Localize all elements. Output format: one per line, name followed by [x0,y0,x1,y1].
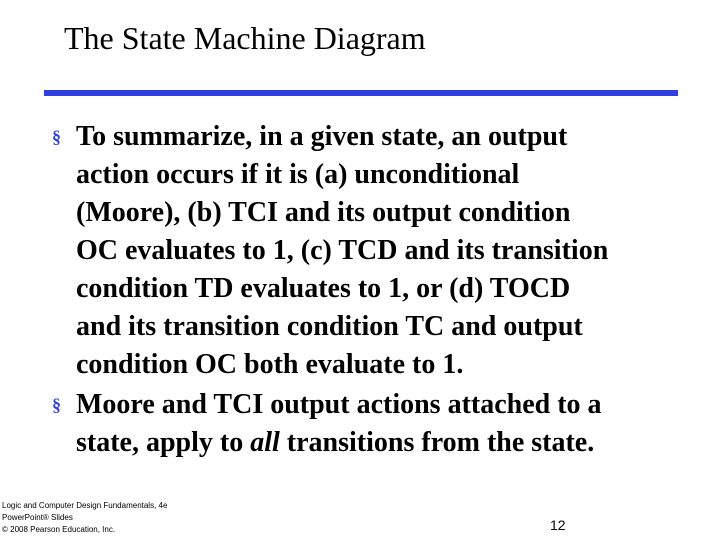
bullet-2-emphasis: all [250,427,280,458]
bullet-list [0,118,720,464]
footer-line-1: Logic and Computer Design Fundamentals, 4e [2,501,168,510]
bullet-1-line-5: condition TD evaluates to 1, or (d) TOCD [76,273,571,304]
bullet-2-line-2 [76,424,720,462]
bullet-1-line-7: condition OC both evaluate to 1. [76,349,464,380]
footer-line-2: PowerPoint® Slides [2,513,73,522]
slide-title: The State Machine Diagram [64,20,426,56]
bullet-1-line-3: (Moore), (b) TCI and its output condition [76,197,571,228]
bullet-2-text-b: transitions from the state. [279,427,595,458]
bullet-item-2 [0,386,720,462]
page-number: 12 [550,517,566,533]
bullet-2-line-1: Moore and TCI output actions attached to a [76,389,602,420]
bullet-item-1 [0,118,720,384]
bullet-1-line-6: and its transition condition TC and output [76,311,583,342]
bullet-1-line-1: To summarize, in a given state, an output [76,121,568,152]
footer-line-3: © 2008 Pearson Education, Inc. [2,525,116,534]
bullet-marker-icon: § [52,127,61,147]
bullet-1-line-4: OC evaluates to 1, (c) TCD and its transition [76,235,609,266]
bullet-marker-icon: § [52,395,61,415]
title-divider [44,90,678,96]
footer-copyright [2,500,167,536]
bullet-1-line-2: action occurs if it is (a) unconditional [76,159,520,190]
bullet-2-text-a: state, apply to [76,427,251,458]
